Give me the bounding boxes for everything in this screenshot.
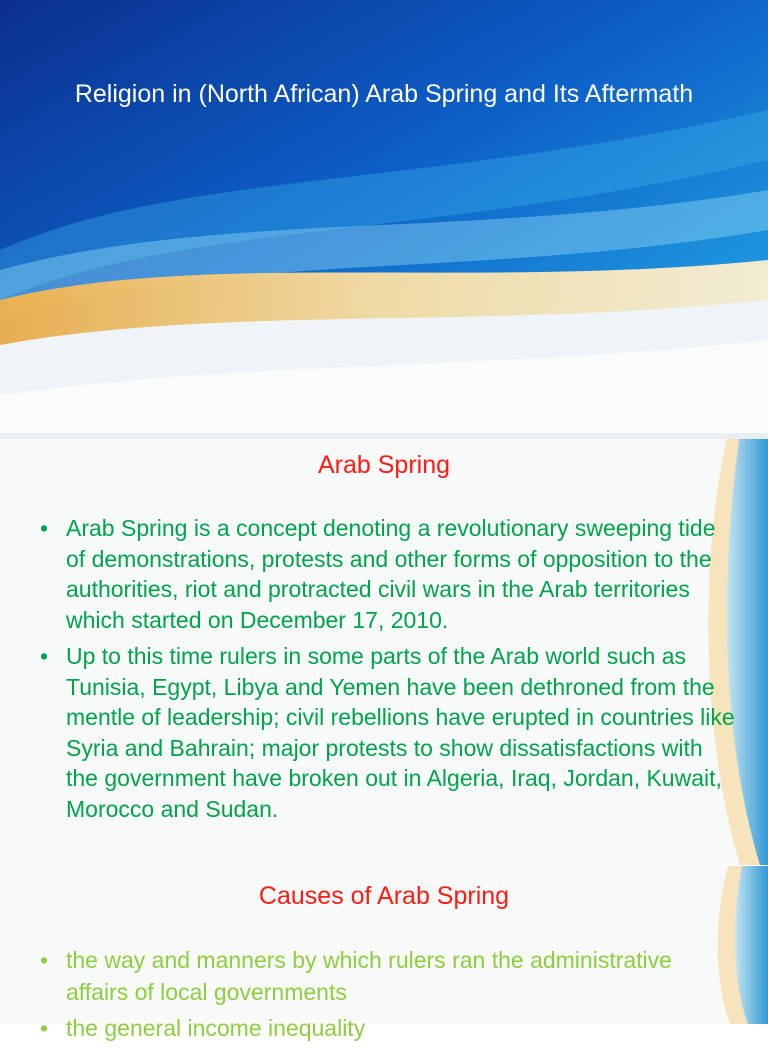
list-item: [40, 1012, 740, 1044]
bullet-icon: •: [40, 947, 49, 973]
title-slide: [0, 0, 768, 432]
list-item: [40, 944, 740, 1008]
list-item: [40, 513, 740, 635]
bullet-text: the way and manners by which rulers ran the administrative affairs of local governments: [66, 947, 672, 1005]
bullet-text: the general income inequality: [66, 1015, 366, 1041]
bullet-text: Up to this time rulers in some parts of the Arab world such as Tunisia, Egypt, Libya and Yemen have been dethroned from the mentle of leadership; civil rebellions have erupted in countries like Syria and Bahrain; major protests to show dissatisfactions with the government have broken out in Algeria, Iraq, Jordan, Kuwait, Morocco and Sudan.: [66, 643, 735, 822]
bullet-icon: •: [40, 643, 49, 669]
content-slide-arab-spring: [0, 433, 768, 865]
slide-heading: Arab Spring: [317, 451, 451, 479]
bullet-list: [40, 944, 740, 1048]
bullet-list: [40, 513, 740, 830]
bullet-icon: •: [40, 515, 49, 541]
title-background: [0, 0, 768, 432]
list-item: [40, 641, 740, 824]
content-slide-causes: [0, 866, 768, 1041]
bullet-icon: •: [40, 1015, 49, 1041]
slide-heading: Causes of Arab Spring: [258, 882, 510, 910]
slide-title: Religion in (North African) Arab Spring and Its Aftermath: [74, 80, 694, 108]
bullet-text: Arab Spring is a concept denoting a revolutionary sweeping tide of demonstrations, protests and other forms of opposition to the authorities, riot and protracted civil wars in the Arab territories which started on December 17, 2010.: [66, 515, 716, 633]
